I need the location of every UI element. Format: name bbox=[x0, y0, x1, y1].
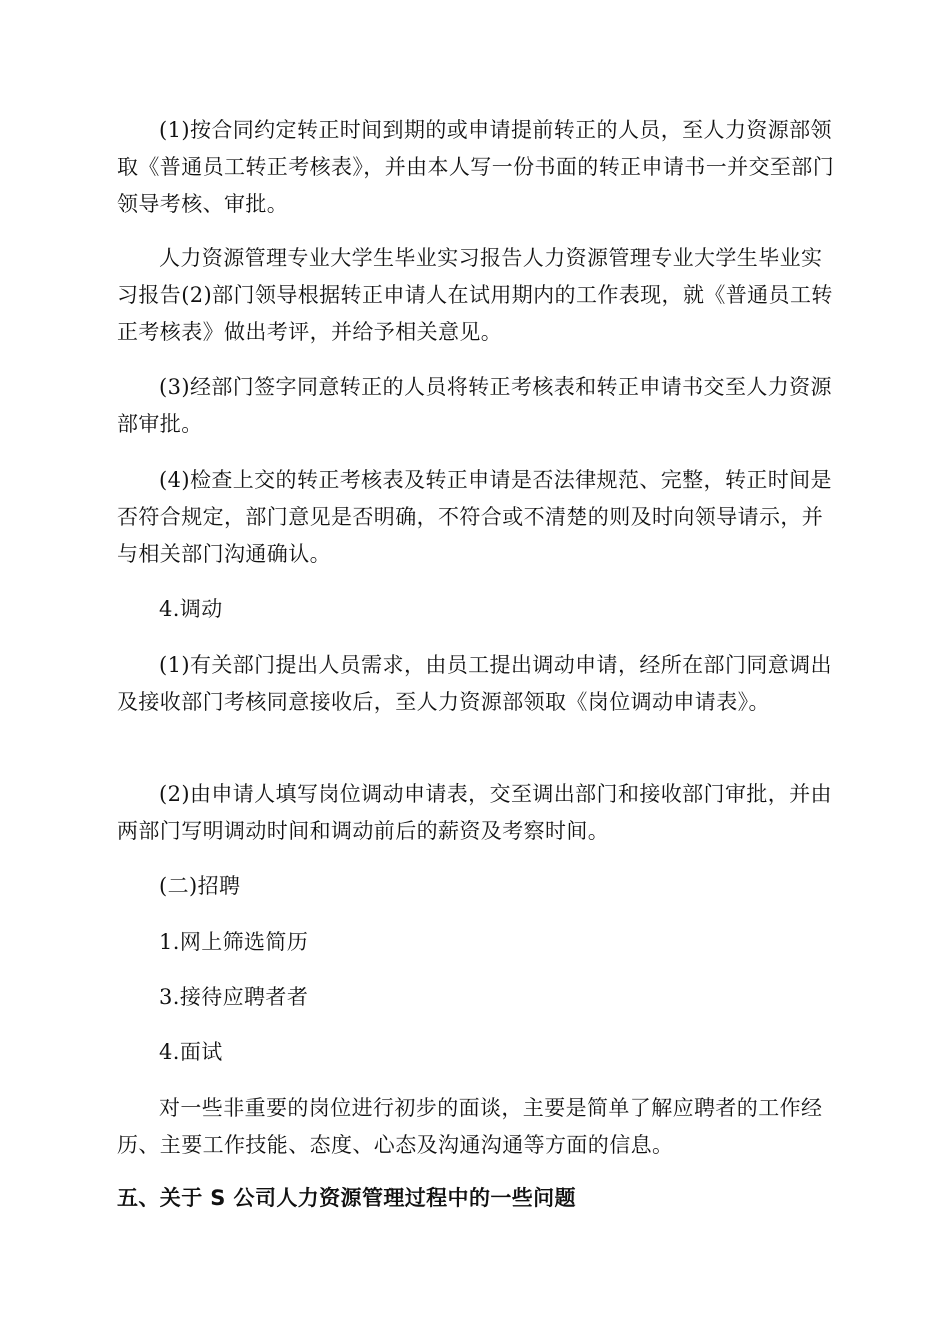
paragraph-transfer-2: (2)由申请人填写岗位调动申请表，交至调出部门和接收部门审批，并由两部门写明调动时间和调动前后的薪资及考察时间。 bbox=[117, 782, 832, 843]
paragraph-transfer-1: (1)有关部门提出人员需求，由员工提出调动申请，经所在部门同意调出及接收部门考核同意接收后，至人力资源部领取《岗位调动申请表》。 bbox=[117, 653, 832, 714]
paragraph-probation-4: (4)检查上交的转正考核表及转正申请是否法律规范、完整，转正时间是否符合规定，部门意见是否明确，不符合或不清楚的则及时向领导请示，并与相关部门沟通确认。 bbox=[117, 468, 832, 566]
paragraph-recruitment-4: 4.面试 bbox=[159, 1040, 223, 1064]
paragraph-interview-detail: 对一些非重要的岗位进行初步的面谈，主要是简单了解应聘者的工作经历、主要工作技能、态度、心态及沟通沟通等方面的信息。 bbox=[117, 1096, 823, 1157]
paragraph-recruitment-heading: (二)招聘 bbox=[159, 874, 241, 898]
paragraph-recruitment-3: 3.接待应聘者者 bbox=[159, 985, 309, 1009]
paragraph-transfer-heading: 4.调动 bbox=[159, 597, 223, 621]
paragraph-recruitment-1: 1.网上筛选简历 bbox=[159, 930, 309, 954]
paragraph-probation-2: 人力资源管理专业大学生毕业实习报告人力资源管理专业大学生毕业实习报告(2)部门领导根据转正申请人在试用期内的工作表现，就《普通员工转正考核表》做出考评，并给予相关意见。 bbox=[117, 246, 833, 344]
section-heading: 五、关于 S 公司人力资源管理过程中的一些问题 bbox=[117, 1186, 576, 1210]
paragraph-probation-1: (1)按合同约定转正时间到期的或申请提前转正的人员，至人力资源部领取《普通员工转正考核表》，并由本人写一份书面的转正申请书一并交至部门领导考核、审批。 bbox=[117, 118, 835, 216]
paragraph-probation-3: (3)经部门签字同意转正的人员将转正考核表和转正申请书交至人力资源部审批。 bbox=[117, 375, 832, 436]
